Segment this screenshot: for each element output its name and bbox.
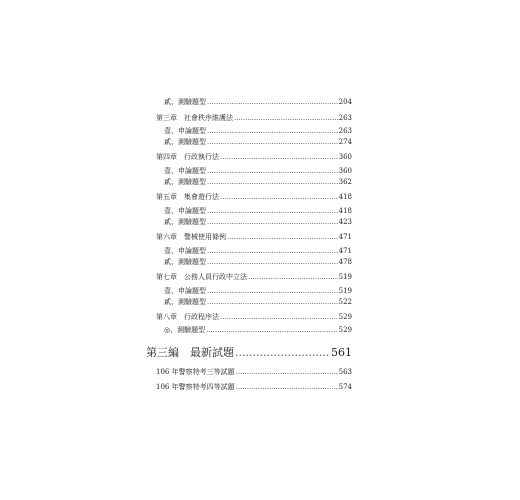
toc-entry-label: 壹、申論題型	[164, 287, 206, 295]
dot-leader	[207, 218, 338, 227]
dot-leader	[207, 178, 338, 187]
toc-entry	[164, 287, 352, 296]
toc-entry-page: 418	[338, 207, 352, 215]
dot-leader	[207, 127, 338, 136]
toc-entry	[164, 138, 352, 147]
toc-entry-page: 423	[338, 218, 352, 226]
toc-entry-page: 529	[338, 326, 352, 334]
toc-entry-label: 貳、測驗題型	[164, 258, 206, 266]
toc-entry	[164, 218, 352, 227]
dot-leader	[207, 98, 338, 107]
toc-entry-page: 519	[338, 287, 352, 295]
dot-leader	[235, 346, 330, 360]
toc-entry-page: 478	[338, 258, 352, 266]
toc-entry	[156, 153, 352, 162]
dot-leader	[220, 193, 338, 202]
toc-entry-page: 471	[338, 233, 352, 241]
toc-entry-page: 529	[338, 313, 352, 321]
toc-entry-page: 263	[338, 127, 352, 135]
toc-entry	[164, 178, 352, 187]
toc-entry-page: 418	[338, 193, 352, 201]
toc-entry-page: 561	[331, 346, 352, 359]
toc-entry	[164, 247, 352, 256]
dot-leader	[220, 153, 338, 162]
toc-entry-page: 204	[338, 98, 352, 106]
toc-entry-page: 519	[338, 273, 352, 281]
toc-entry	[164, 258, 352, 267]
toc-entry	[164, 326, 352, 335]
toc-entry-label: 壹、申論題型	[164, 127, 206, 135]
dot-leader	[206, 326, 338, 335]
toc-entry	[156, 273, 352, 282]
toc-entry	[156, 233, 352, 242]
toc-entry-label: 第五章 集會遊行法	[156, 193, 219, 201]
toc-entry-page: 574	[338, 383, 352, 391]
toc-part-entry	[146, 346, 352, 360]
toc-entry	[156, 313, 352, 322]
toc-entry-label: 壹、申論題型	[164, 247, 206, 255]
toc-entry	[156, 114, 352, 123]
toc-entry-label: 第三編 最新試題	[146, 346, 234, 359]
toc-entry-page: 360	[338, 153, 352, 161]
toc-entry-label: 貳、測驗題型	[164, 298, 206, 306]
toc-entry	[156, 368, 352, 377]
toc-entry	[164, 98, 352, 107]
dot-leader	[234, 114, 338, 123]
toc-entry	[164, 207, 352, 216]
toc-entry	[164, 127, 352, 136]
dot-leader	[207, 298, 338, 307]
toc-entry-page: 522	[338, 298, 352, 306]
toc-entry	[156, 193, 352, 202]
toc-entry-label: 第三章 社會秩序維護法	[156, 114, 233, 122]
toc-entry-label: 貳、測驗題型	[164, 218, 206, 226]
toc-entry-label: ◎、測驗題型	[164, 326, 206, 334]
toc-entry-label: 第八章 行政程序法	[156, 313, 219, 321]
toc-entry-page: 362	[338, 178, 352, 186]
toc-entry-label: 貳、測驗題型	[164, 178, 206, 186]
dot-leader	[236, 383, 338, 392]
toc-entry-label: 壹、申論題型	[164, 207, 206, 215]
dot-leader	[220, 313, 338, 322]
toc-entry-label: 壹、申論題型	[164, 167, 206, 175]
toc-entry-label: 第四章 行政執行法	[156, 153, 219, 161]
dot-leader	[207, 138, 338, 147]
toc-entry-page: 263	[338, 114, 352, 122]
toc-entry-label: 106 年警察特考三等試題	[156, 368, 235, 376]
toc-entry-page: 563	[338, 368, 352, 376]
toc-entry	[156, 383, 352, 392]
toc-entry-page: 360	[338, 167, 352, 175]
dot-leader	[227, 233, 338, 242]
dot-leader	[207, 287, 338, 296]
toc-entry-label: 106 年警察特考四等試題	[156, 383, 235, 391]
dot-leader	[207, 258, 338, 267]
dot-leader	[236, 368, 338, 377]
toc-entry	[164, 298, 352, 307]
dot-leader	[248, 273, 338, 282]
toc-entry-label: 第七章 公務人員行政中立法	[156, 273, 247, 281]
dot-leader	[207, 207, 338, 216]
toc-entry-page: 471	[338, 247, 352, 255]
toc-entry-label: 貳、測驗題型	[164, 98, 206, 106]
dot-leader	[207, 167, 338, 176]
toc-entry-label: 貳、測驗題型	[164, 138, 206, 146]
toc-entry	[164, 167, 352, 176]
toc-entry-page: 274	[338, 138, 352, 146]
dot-leader	[207, 247, 338, 256]
toc-entry-label: 第六章 警械使用條例	[156, 233, 226, 241]
